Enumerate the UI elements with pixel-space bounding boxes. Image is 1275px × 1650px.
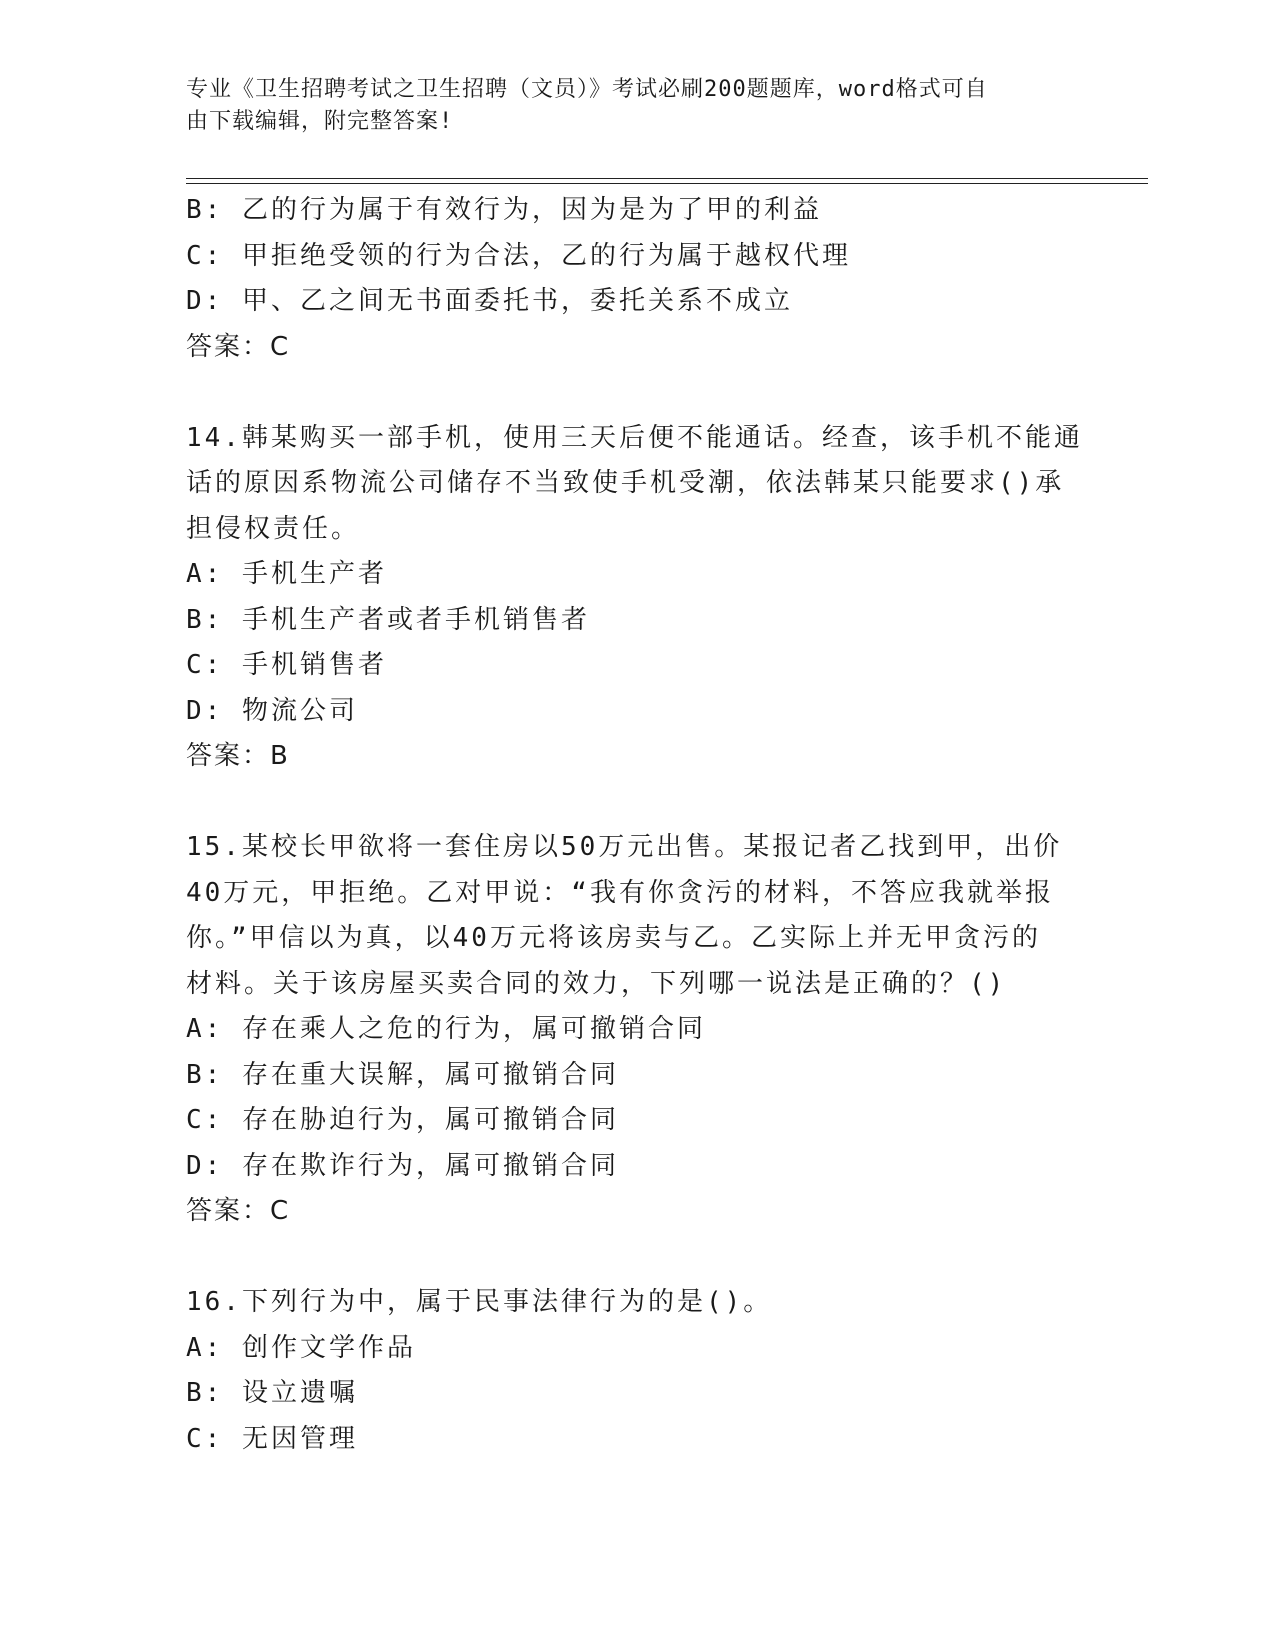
option-a: A: 手机生产者 [186, 559, 387, 589]
spacer [186, 370, 1086, 416]
question-stem-line: 15.某校长甲欲将一套住房以50万元出售。某报记者乙找到甲，出价 [186, 832, 1063, 862]
option-c: C: 无因管理 [186, 1423, 358, 1454]
question-stem-line: 14.韩某购买一部手机，使用三天后便不能通话。经查，该手机不能通 [186, 422, 1083, 453]
option-d: D: 物流公司 [186, 695, 358, 726]
spacer [186, 1235, 1086, 1281]
question-stem-line: 材料。关于该房屋买卖合同的效力，下列哪一说法是正确的？() [186, 968, 1007, 999]
question-content [186, 188, 1086, 1462]
option-d: D: 甲、乙之间无书面委托书，委托关系不成立 [186, 286, 793, 316]
answer: 答案：C [186, 1196, 291, 1226]
option-b: B: 设立遗嘱 [186, 1378, 358, 1408]
question-stem-line: 话的原因系物流公司储存不当致使手机受潮，依法韩某只能要求()承 [186, 468, 1065, 498]
document-header [186, 74, 1066, 138]
spacer [186, 780, 1086, 826]
option-c: C: 甲拒绝受领的行为合法，乙的行为属于越权代理 [186, 240, 851, 271]
answer: 答案：C [186, 331, 291, 362]
header-line-1: 专业《卫生招聘考试之卫生招聘（文员）》考试必刷200题题库，word格式可自 [186, 77, 988, 102]
question-14 [186, 416, 1086, 780]
question-stem-line: 担侵权责任。 [186, 513, 361, 544]
option-c: C: 存在胁迫行为，属可撤销合同 [186, 1105, 619, 1135]
question-stem-line: 16.下列行为中，属于民事法律行为的是()。 [186, 1287, 773, 1317]
header-divider-bottom [186, 183, 1148, 184]
header-line-2: 由下载编辑，附完整答案! [186, 109, 454, 134]
question-16 [186, 1280, 1086, 1462]
question-13-tail [186, 188, 1086, 370]
option-b: B: 存在重大误解，属可撤销合同 [186, 1059, 619, 1090]
question-stem-line: 40万元，甲拒绝。乙对甲说：“我有你贪污的材料，不答应我就举报 [186, 877, 1054, 908]
answer: 答案：B [186, 741, 290, 771]
option-b: B: 乙的行为属于有效行为，因为是为了甲的利益 [186, 195, 822, 225]
option-a: A: 创作文学作品 [186, 1332, 416, 1363]
option-c: C: 手机销售者 [186, 650, 387, 680]
header-divider-top [186, 178, 1148, 179]
question-15 [186, 825, 1086, 1235]
option-a: A: 存在乘人之危的行为，属可撤销合同 [186, 1014, 706, 1044]
option-d: D: 存在欺诈行为，属可撤销合同 [186, 1150, 619, 1181]
option-b: B: 手机生产者或者手机销售者 [186, 604, 590, 635]
question-stem-line: 你。”甲信以为真，以40万元将该房卖与乙。乙实际上并无甲贪污的 [186, 923, 1041, 953]
